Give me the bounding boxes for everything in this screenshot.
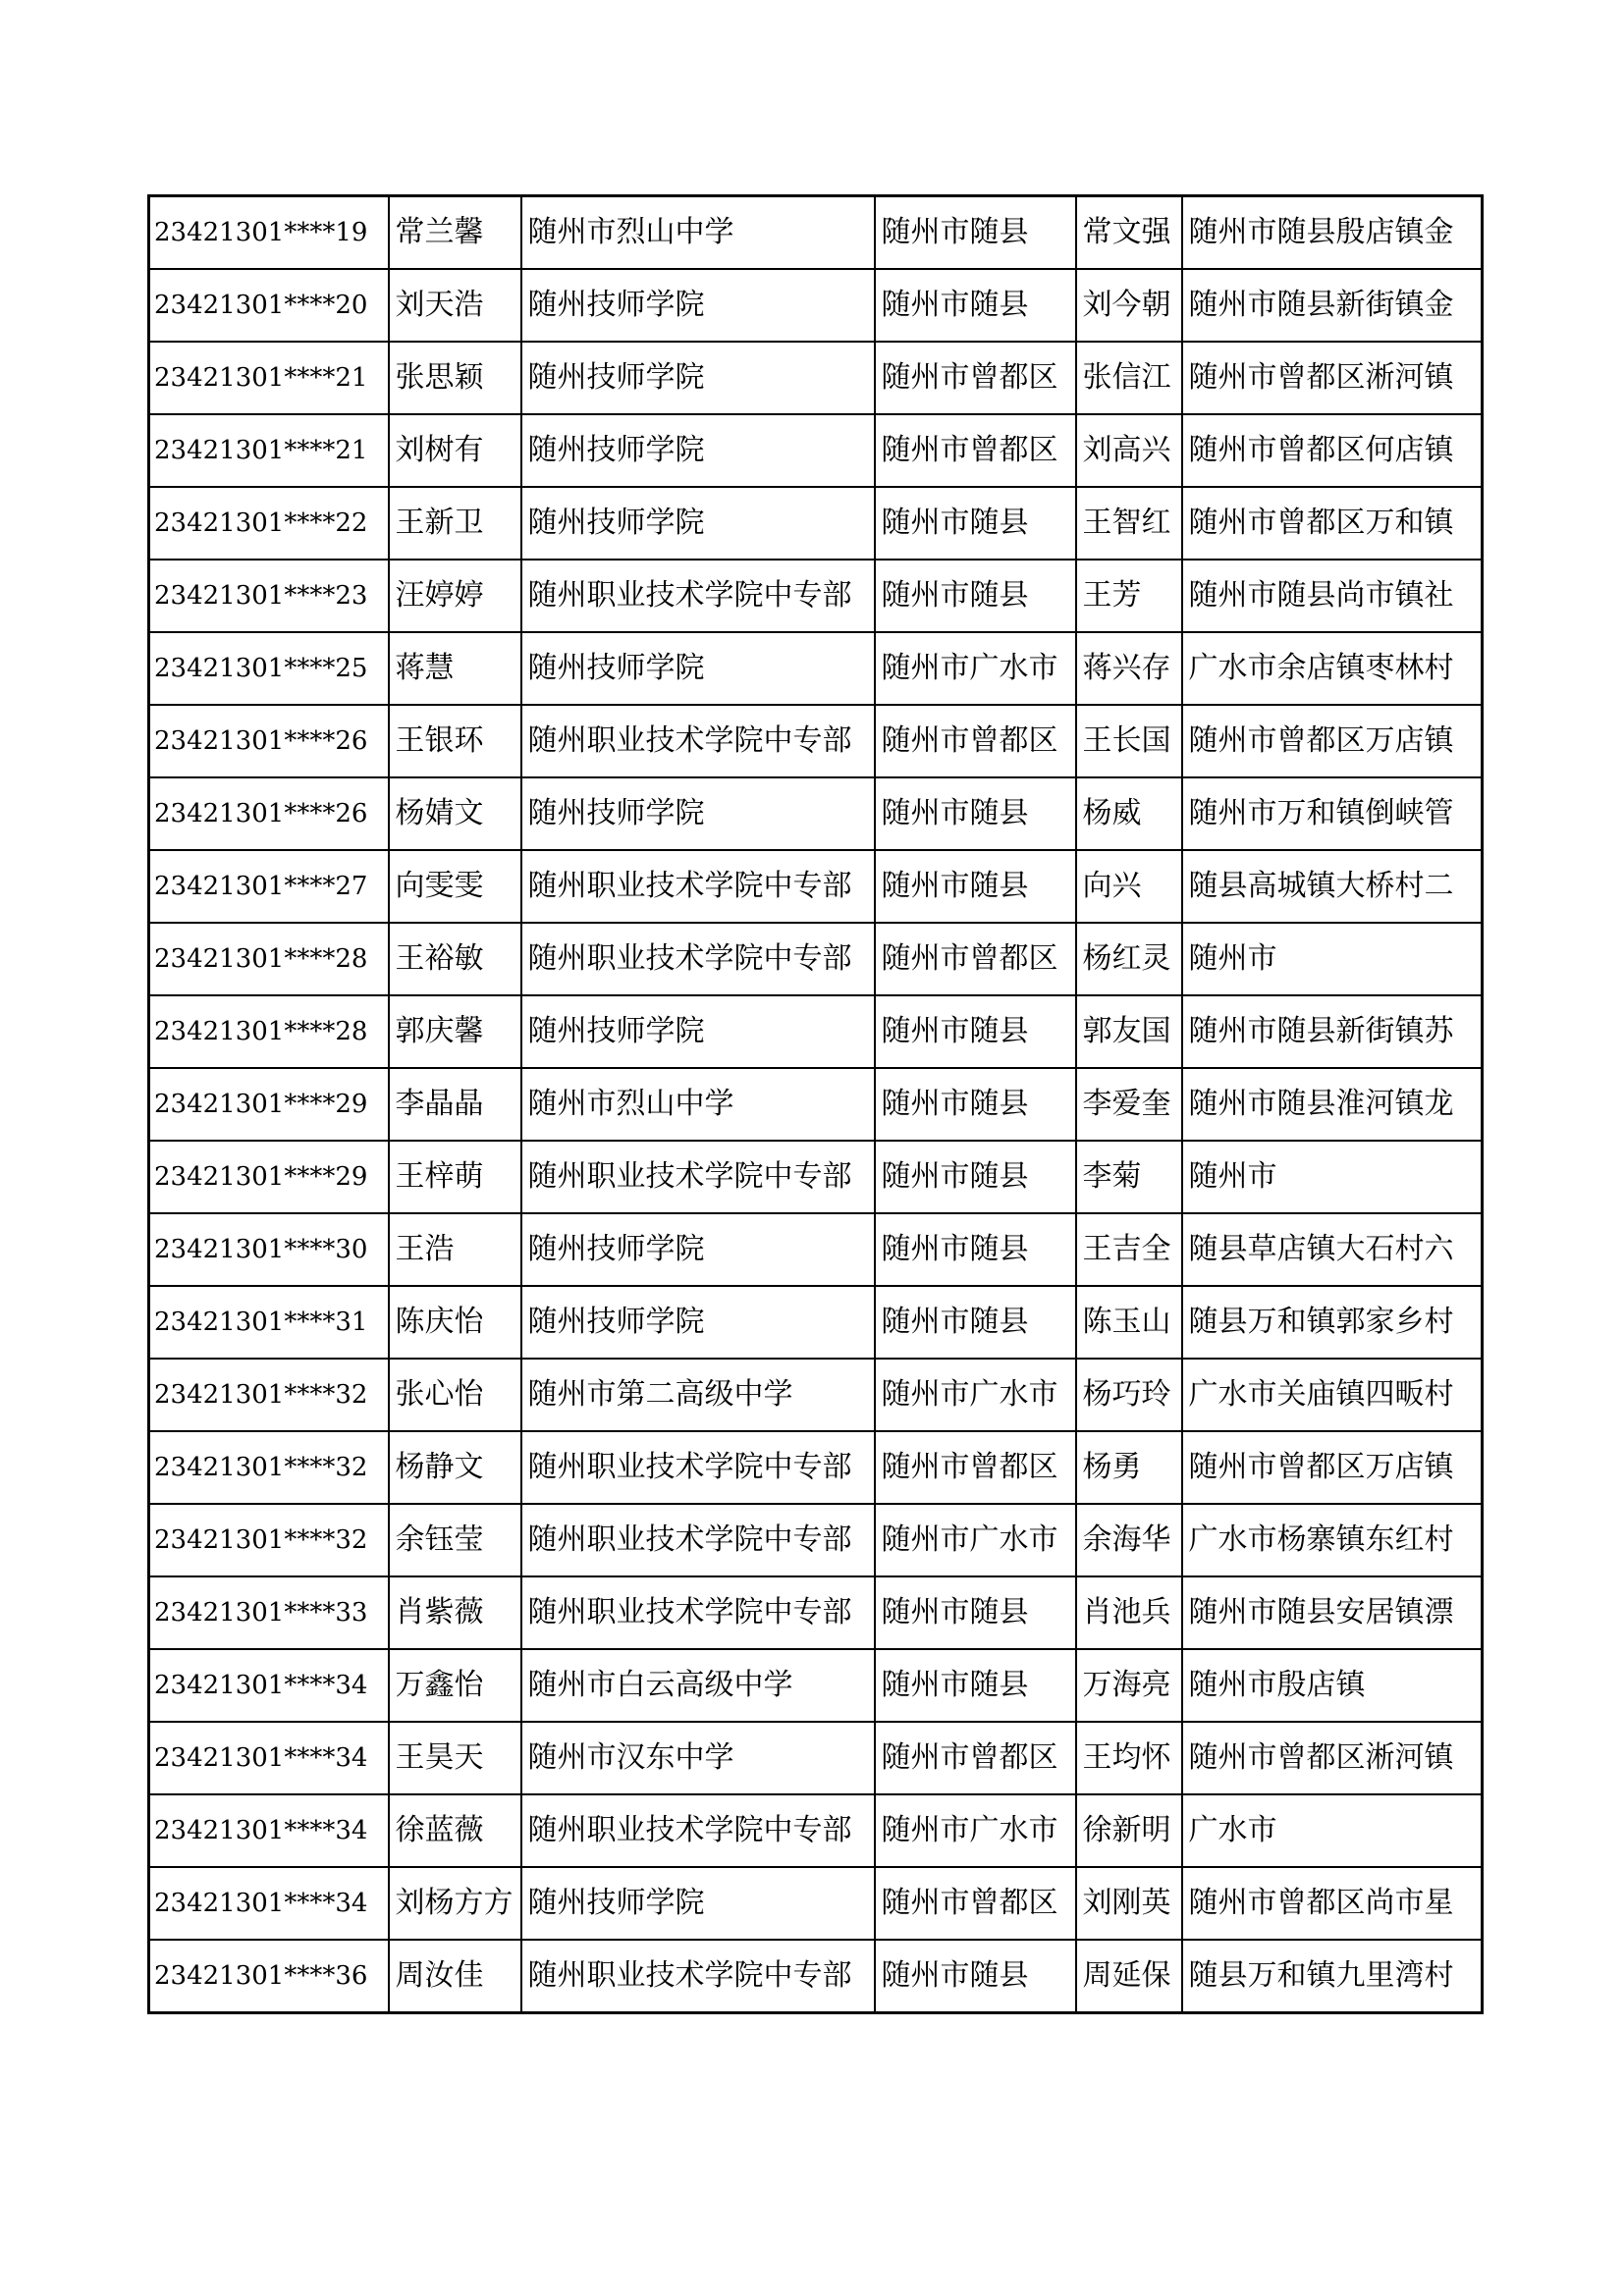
student-name-cell: 刘天浩 [389,269,521,342]
table-row [149,487,1483,560]
guardian-name-cell: 蒋兴存 [1076,632,1182,705]
table-row [149,1431,1483,1504]
address-cell: 随州市 [1182,923,1483,995]
school-cell: 随州职业技术学院中专部 [521,1431,875,1504]
region-cell: 随州市广水市 [875,1359,1076,1431]
student-name-cell: 郭庆馨 [389,995,521,1068]
table-row [149,1649,1483,1722]
address-cell: 随州市曾都区万店镇 [1182,1431,1483,1504]
student-name-cell: 余钰莹 [389,1504,521,1576]
student-name-cell: 刘杨方方 [389,1867,521,1940]
student-name-cell: 杨婧文 [389,777,521,850]
address-cell: 随州市曾都区尚市星 [1182,1867,1483,1940]
region-cell: 随州市随县 [875,995,1076,1068]
guardian-name-cell: 刘高兴 [1076,414,1182,487]
student-id-cell: 23421301****26 [149,705,389,777]
guardian-name-cell: 王长国 [1076,705,1182,777]
student-id-cell: 23421301****29 [149,1068,389,1141]
school-cell: 随州市白云高级中学 [521,1649,875,1722]
guardian-name-cell: 余海华 [1076,1504,1182,1576]
student-id-cell: 23421301****25 [149,632,389,705]
student-name-cell: 李晶晶 [389,1068,521,1141]
student-id-cell: 23421301****30 [149,1213,389,1286]
student-name-cell: 刘树有 [389,414,521,487]
student-id-cell: 23421301****32 [149,1431,389,1504]
table-row [149,342,1483,414]
table-row [149,705,1483,777]
table-row [149,923,1483,995]
guardian-name-cell: 肖池兵 [1076,1576,1182,1649]
school-cell: 随州市汉东中学 [521,1722,875,1794]
student-id-cell: 23421301****21 [149,414,389,487]
guardian-name-cell: 陈玉山 [1076,1286,1182,1359]
student-id-cell: 23421301****26 [149,777,389,850]
school-cell: 随州职业技术学院中专部 [521,923,875,995]
address-cell: 广水市余店镇枣林村 [1182,632,1483,705]
school-cell: 随州技师学院 [521,1867,875,1940]
guardian-name-cell: 王芳 [1076,560,1182,632]
address-cell: 随州市随县淮河镇龙 [1182,1068,1483,1141]
table-row [149,1722,1483,1794]
table-row [149,414,1483,487]
student-id-cell: 23421301****28 [149,923,389,995]
student-id-cell: 23421301****34 [149,1794,389,1867]
address-cell: 随县万和镇九里湾村 [1182,1940,1483,2013]
guardian-name-cell: 李爱奎 [1076,1068,1182,1141]
school-cell: 随州市烈山中学 [521,1068,875,1141]
region-cell: 随州市曾都区 [875,1722,1076,1794]
address-cell: 随县万和镇郭家乡村 [1182,1286,1483,1359]
region-cell: 随州市随县 [875,1286,1076,1359]
student-id-cell: 23421301****29 [149,1141,389,1213]
guardian-name-cell: 刘刚英 [1076,1867,1182,1940]
address-cell: 随州市曾都区淅河镇 [1182,342,1483,414]
student-id-cell: 23421301****34 [149,1867,389,1940]
guardian-name-cell: 向兴 [1076,850,1182,923]
region-cell: 随州市曾都区 [875,923,1076,995]
school-cell: 随州技师学院 [521,487,875,560]
student-name-cell: 王昊天 [389,1722,521,1794]
student-name-cell: 万鑫怡 [389,1649,521,1722]
region-cell: 随州市随县 [875,1649,1076,1722]
region-cell: 随州市随县 [875,269,1076,342]
student-name-cell: 汪婷婷 [389,560,521,632]
school-cell: 随州职业技术学院中专部 [521,1504,875,1576]
region-cell: 随州市广水市 [875,1504,1076,1576]
table-row [149,777,1483,850]
region-cell: 随州市随县 [875,487,1076,560]
region-cell: 随州市曾都区 [875,1431,1076,1504]
region-cell: 随州市广水市 [875,1794,1076,1867]
guardian-name-cell: 李菊 [1076,1141,1182,1213]
table-row [149,1068,1483,1141]
guardian-name-cell: 张信江 [1076,342,1182,414]
student-name-cell: 陈庆怡 [389,1286,521,1359]
student-name-cell: 张思颖 [389,342,521,414]
school-cell: 随州职业技术学院中专部 [521,1576,875,1649]
student-id-cell: 23421301****34 [149,1649,389,1722]
table-row [149,995,1483,1068]
school-cell: 随州职业技术学院中专部 [521,705,875,777]
address-cell: 随州市万和镇倒峡管 [1182,777,1483,850]
student-id-cell: 23421301****28 [149,995,389,1068]
table-row [149,1359,1483,1431]
guardian-name-cell: 杨红灵 [1076,923,1182,995]
student-name-cell: 蒋慧 [389,632,521,705]
student-name-cell: 王裕敏 [389,923,521,995]
school-cell: 随州职业技术学院中专部 [521,1940,875,2013]
student-id-cell: 23421301****27 [149,850,389,923]
school-cell: 随州技师学院 [521,414,875,487]
student-name-cell: 肖紫薇 [389,1576,521,1649]
guardian-name-cell: 常文强 [1076,196,1182,270]
student-id-cell: 23421301****31 [149,1286,389,1359]
address-cell: 随州市随县殷店镇金 [1182,196,1483,270]
student-name-cell: 向雯雯 [389,850,521,923]
table-body [149,196,1483,2013]
guardian-name-cell: 万海亮 [1076,1649,1182,1722]
school-cell: 随州市烈山中学 [521,196,875,270]
school-cell: 随州技师学院 [521,269,875,342]
table-row [149,850,1483,923]
student-name-cell: 周汝佳 [389,1940,521,2013]
address-cell: 随州市曾都区何店镇 [1182,414,1483,487]
table-row [149,1576,1483,1649]
student-id-cell: 23421301****32 [149,1504,389,1576]
region-cell: 随州市曾都区 [875,705,1076,777]
region-cell: 随州市随县 [875,777,1076,850]
student-id-cell: 23421301****21 [149,342,389,414]
region-cell: 随州市随县 [875,1213,1076,1286]
student-id-cell: 23421301****20 [149,269,389,342]
school-cell: 随州技师学院 [521,1213,875,1286]
student-id-cell: 23421301****23 [149,560,389,632]
address-cell: 随州市随县安居镇漂 [1182,1576,1483,1649]
region-cell: 随州市随县 [875,850,1076,923]
school-cell: 随州技师学院 [521,995,875,1068]
school-cell: 随州职业技术学院中专部 [521,560,875,632]
student-name-cell: 王梓萌 [389,1141,521,1213]
school-cell: 随州技师学院 [521,1286,875,1359]
region-cell: 随州市随县 [875,560,1076,632]
school-cell: 随州技师学院 [521,632,875,705]
guardian-name-cell: 杨巧玲 [1076,1359,1182,1431]
table-row [149,196,1483,270]
guardian-name-cell: 王智红 [1076,487,1182,560]
table-row [149,1504,1483,1576]
address-cell: 随州市殷店镇 [1182,1649,1483,1722]
student-name-cell: 常兰馨 [389,196,521,270]
guardian-name-cell: 郭友国 [1076,995,1182,1068]
school-cell: 随州技师学院 [521,777,875,850]
table-row [149,632,1483,705]
school-cell: 随州职业技术学院中专部 [521,1141,875,1213]
student-name-cell: 王浩 [389,1213,521,1286]
guardian-name-cell: 杨威 [1076,777,1182,850]
table-row [149,1867,1483,1940]
school-cell: 随州技师学院 [521,342,875,414]
student-table [147,194,1484,2014]
address-cell: 随州市曾都区淅河镇 [1182,1722,1483,1794]
school-cell: 随州市第二高级中学 [521,1359,875,1431]
student-id-cell: 23421301****19 [149,196,389,270]
table-row [149,560,1483,632]
region-cell: 随州市随县 [875,1576,1076,1649]
student-name-cell: 杨静文 [389,1431,521,1504]
student-name-cell: 王新卫 [389,487,521,560]
guardian-name-cell: 王吉全 [1076,1213,1182,1286]
region-cell: 随州市曾都区 [875,414,1076,487]
region-cell: 随州市曾都区 [875,342,1076,414]
student-id-cell: 23421301****34 [149,1722,389,1794]
address-cell: 广水市杨寨镇东红村 [1182,1504,1483,1576]
table-row [149,269,1483,342]
address-cell: 随州市随县新街镇金 [1182,269,1483,342]
student-name-cell: 徐蓝薇 [389,1794,521,1867]
student-id-cell: 23421301****36 [149,1940,389,2013]
guardian-name-cell: 王均怀 [1076,1722,1182,1794]
address-cell: 随州市随县新街镇苏 [1182,995,1483,1068]
table-row [149,1141,1483,1213]
guardian-name-cell: 杨勇 [1076,1431,1182,1504]
region-cell: 随州市随县 [875,1141,1076,1213]
address-cell: 随州市 [1182,1141,1483,1213]
table-row [149,1940,1483,2013]
region-cell: 随州市广水市 [875,632,1076,705]
address-cell: 广水市关庙镇四畈村 [1182,1359,1483,1431]
address-cell: 随县高城镇大桥村二 [1182,850,1483,923]
table-row [149,1286,1483,1359]
guardian-name-cell: 刘今朝 [1076,269,1182,342]
student-id-cell: 23421301****32 [149,1359,389,1431]
table-row [149,1794,1483,1867]
region-cell: 随州市曾都区 [875,1867,1076,1940]
student-name-cell: 张心怡 [389,1359,521,1431]
table-row [149,1213,1483,1286]
student-name-cell: 王银环 [389,705,521,777]
region-cell: 随州市随县 [875,196,1076,270]
address-cell: 随州市随县尚市镇社 [1182,560,1483,632]
region-cell: 随州市随县 [875,1068,1076,1141]
address-cell: 随县草店镇大石村六 [1182,1213,1483,1286]
address-cell: 随州市曾都区万和镇 [1182,487,1483,560]
region-cell: 随州市随县 [875,1940,1076,2013]
address-cell: 随州市曾都区万店镇 [1182,705,1483,777]
address-cell: 广水市 [1182,1794,1483,1867]
school-cell: 随州职业技术学院中专部 [521,850,875,923]
student-id-cell: 23421301****22 [149,487,389,560]
guardian-name-cell: 徐新明 [1076,1794,1182,1867]
guardian-name-cell: 周延保 [1076,1940,1182,2013]
school-cell: 随州职业技术学院中专部 [521,1794,875,1867]
student-id-cell: 23421301****33 [149,1576,389,1649]
